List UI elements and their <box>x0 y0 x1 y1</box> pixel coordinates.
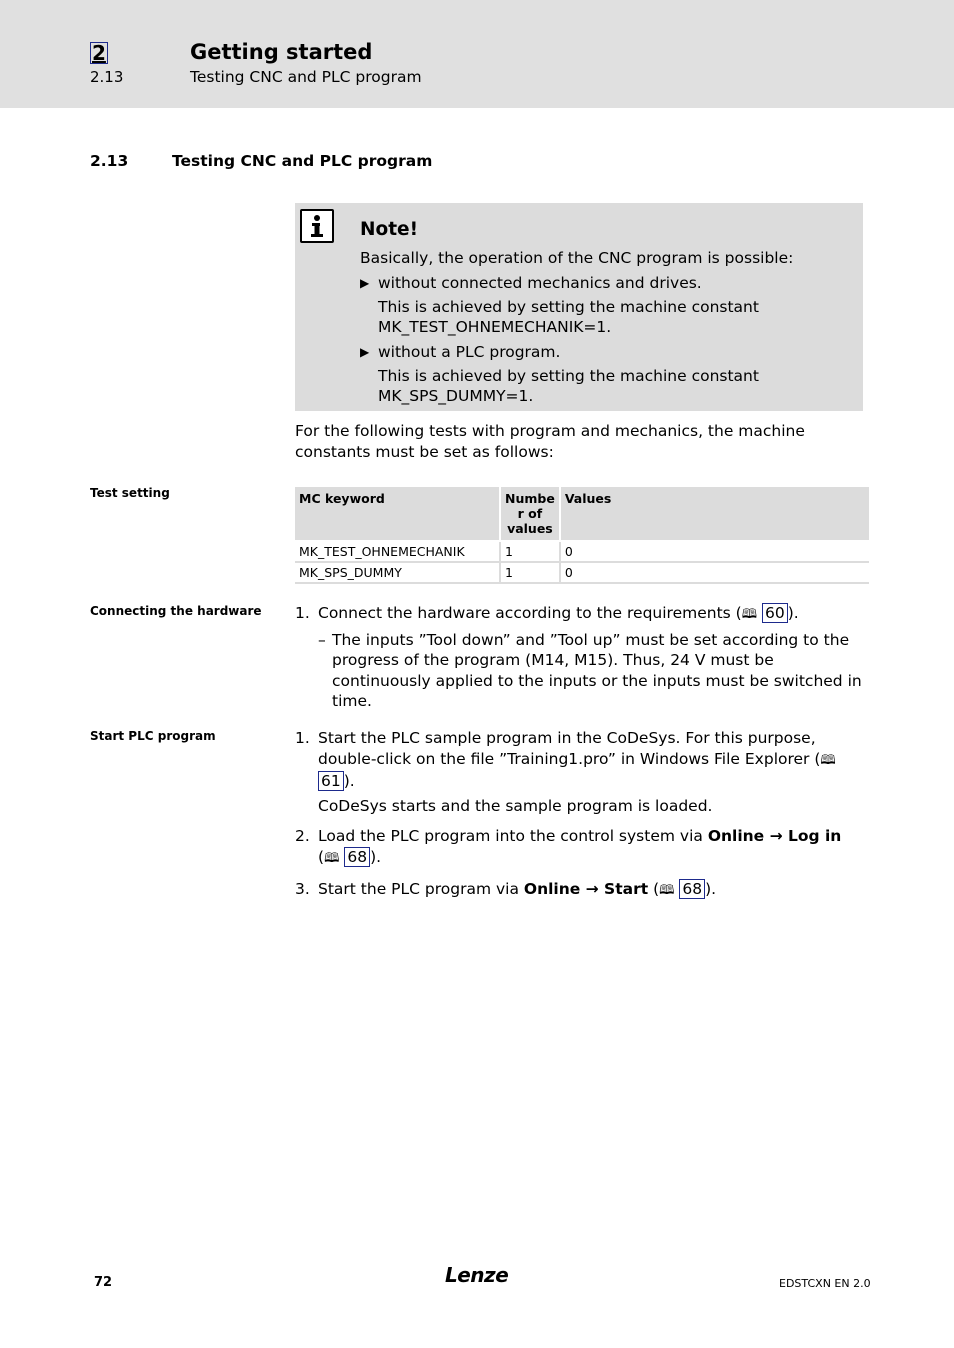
dash-item: – The inputs ”Tool down” and ”Tool up” must be set according to the progress of the program (M14, M15). Thus, 24 V must be continuously applied to the inputs or the inputs must be switched in time. <box>318 630 862 710</box>
mc-table <box>295 487 869 584</box>
note-intro: Basically, the operation of the CNC program is possible: <box>360 249 794 267</box>
info-icon <box>300 209 334 243</box>
header-section-number: 2.13 <box>90 68 124 86</box>
note-bullet-detail: This is achieved by setting the machine constant MK_SPS_DUMMY=1. <box>378 367 759 405</box>
note-bullet-text: without connected mechanics and drives. <box>378 274 702 292</box>
table-row <box>295 541 869 562</box>
note-bullet-detail: This is achieved by setting the machine constant MK_TEST_OHNEMECHANIK=1. <box>378 298 759 336</box>
step-text: Start the PLC sample program in the CoDeSys. For this purpose, double-click on the file ”Training1.pro” in Windows File Explorer ( <box>318 729 821 768</box>
list-item <box>295 728 865 816</box>
menu-path: Online → Log in <box>707 827 842 845</box>
step-text-end: ). <box>787 604 799 622</box>
menu-path: Online → Start <box>523 880 649 898</box>
step-text-end: ). <box>705 880 717 898</box>
note-bullet <box>360 342 855 362</box>
table-cell: 1 <box>500 541 560 562</box>
table-cell: 1 <box>500 562 560 583</box>
step-text: Connect the hardware according to the requirements ( <box>318 604 742 622</box>
page-number: 72 <box>94 1275 113 1290</box>
step-text-open: ( <box>648 880 660 898</box>
step-number: 3. <box>295 880 310 898</box>
triangle-right-icon: ▶ <box>360 345 370 359</box>
step-text-open: ( <box>318 847 325 866</box>
note-bullet-text: without a PLC program. <box>378 343 561 361</box>
page-ref-link[interactable]: 60 <box>762 603 788 623</box>
book-icon: 🕮 <box>324 850 340 866</box>
table-header: Numbe r of values <box>500 487 560 541</box>
note-bullet <box>360 273 855 293</box>
table-cell: MK_SPS_DUMMY <box>295 562 500 583</box>
side-label-start-plc: Start PLC program <box>90 729 216 743</box>
chapter-title: Getting started <box>190 40 373 64</box>
step-text: Start the PLC program via <box>318 880 524 898</box>
side-label-test-setting: Test setting <box>90 486 170 500</box>
step-number: 1. <box>295 729 310 747</box>
list-item <box>295 603 865 712</box>
chapter-number-link[interactable]: 2 <box>92 41 106 65</box>
intro-paragraph: For the following tests with program and mechanics, the machine constants must be set as follows: <box>295 422 805 461</box>
plc-steps <box>295 728 865 902</box>
page-ref-link[interactable]: 61 <box>318 771 344 791</box>
dash-text: The inputs ”Tool down” and ”Tool up” must be set according to the progress of the program (M14, M15). Thus, 24 V must be continuously applied to the inputs or the inputs must be switched in time. <box>332 630 862 710</box>
step-number: 2. <box>295 827 310 845</box>
table-row <box>295 562 869 583</box>
step-text: Load the PLC program into the control system via <box>318 827 708 845</box>
note-box <box>295 203 863 411</box>
step-result: CoDeSys starts and the sample program is loaded. <box>318 796 713 815</box>
list-item <box>295 879 865 902</box>
table-header: Values <box>560 487 869 541</box>
table-cell: 0 <box>560 541 869 562</box>
header-section-title: Testing CNC and PLC program <box>190 68 422 86</box>
step-text-end: ). <box>343 772 355 790</box>
hardware-steps <box>295 603 865 712</box>
lenze-logo: Lenze <box>445 1263 509 1287</box>
page-header <box>0 0 954 108</box>
triangle-right-icon: ▶ <box>360 276 370 290</box>
note-body <box>360 248 855 406</box>
book-icon: 🕮 <box>820 752 836 768</box>
document-code: EDSTCXN EN 2.0 <box>779 1277 871 1290</box>
table-cell: 0 <box>560 562 869 583</box>
section-title: Testing CNC and PLC program <box>172 152 433 170</box>
section-number: 2.13 <box>90 152 129 170</box>
step-text-end: ). <box>370 847 382 866</box>
book-icon: 🕮 <box>659 883 675 898</box>
page-ref-link[interactable]: 68 <box>679 879 705 899</box>
step-number: 1. <box>295 604 310 622</box>
list-item <box>295 826 865 869</box>
page-ref-link[interactable]: 68 <box>344 847 370 867</box>
side-label-connecting-hardware: Connecting the hardware <box>90 604 262 618</box>
table-header-row <box>295 487 869 541</box>
note-title: Note! <box>360 219 419 240</box>
table-header: MC keyword <box>295 487 500 541</box>
book-icon: 🕮 <box>741 607 758 622</box>
table-cell: MK_TEST_OHNEMECHANIK <box>295 541 500 562</box>
